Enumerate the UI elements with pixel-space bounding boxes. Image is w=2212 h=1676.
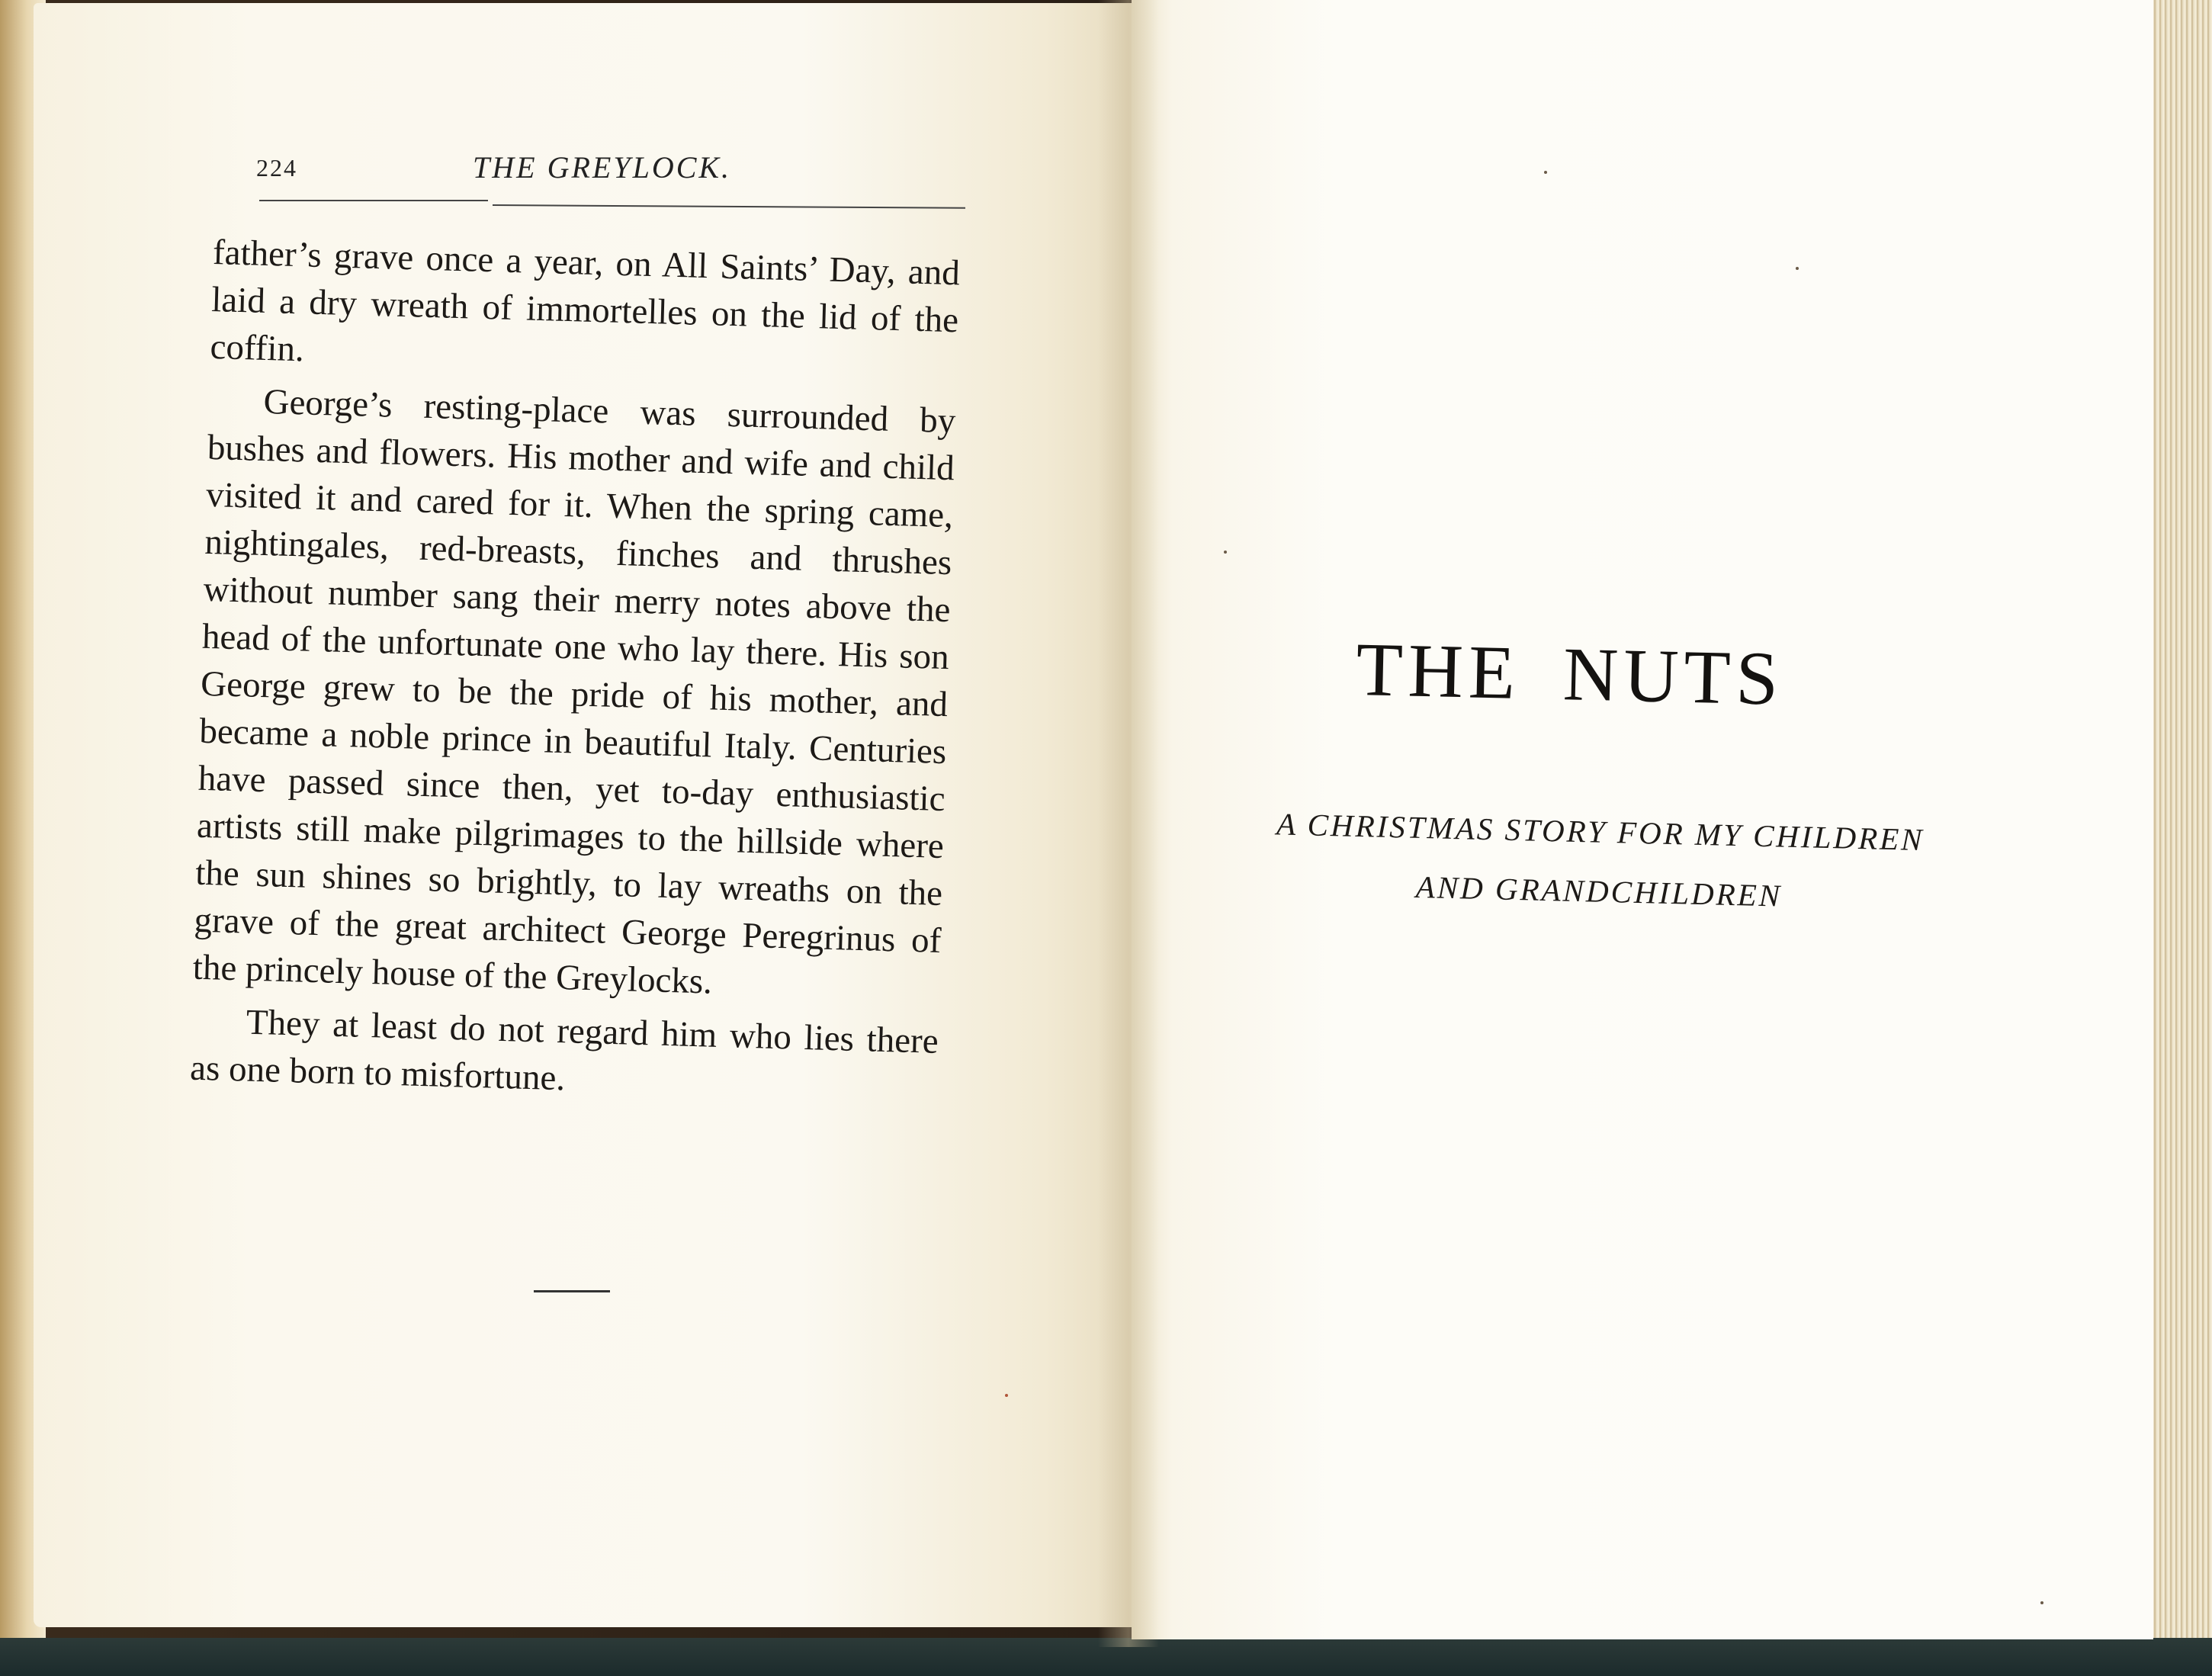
paper-speck xyxy=(1796,267,1799,270)
paragraph: father’s grave once a year, on All Saints’ Day, and laid a dry wreath of immortelles on the lid of the coffin. xyxy=(209,232,961,370)
story-title: THE NUTS xyxy=(1355,626,1785,721)
paper-speck xyxy=(1544,171,1547,174)
book-edge-right xyxy=(2151,0,2212,1676)
end-rule xyxy=(534,1290,610,1292)
paragraph: They at least do not regard him who lies there as one born to misfortune. xyxy=(189,1002,939,1099)
subtitle-line: AND GRANDCHILDREN xyxy=(1415,869,1783,913)
header-rule xyxy=(259,200,488,201)
running-title: THE GREYLOCK. xyxy=(473,150,732,185)
paper-speck xyxy=(2040,1601,2043,1604)
page-number: 224 xyxy=(256,154,297,181)
book-gutter xyxy=(1098,0,1159,1647)
subtitle-line: A CHRISTMAS STORY FOR MY CHILDREN xyxy=(1276,806,1925,858)
paragraph: George’s resting-place was surrounded by bushes and flowers. His mother and wife and child visited it and cared for it. When the spring came, nightingales, red-breasts, finches and thrushes without number sang their merry notes above the head of the unfortunate one who lay there. His son George grew to be the pride of his mother, and became a noble prince in beautiful Italy. Centuries have passed since then, yet to-day enthusiastic artists still make pilgrimages to the hillside where the sun shines so brightly, to lay wreaths on the grave of the great architect George Peregrinus of the princely house of the Greylocks. xyxy=(192,381,957,1002)
paper-speck xyxy=(1224,551,1227,554)
body-text xyxy=(189,229,960,1113)
paper-speck xyxy=(1005,1394,1008,1397)
running-head xyxy=(256,149,981,195)
story-subtitle xyxy=(1232,793,1967,930)
